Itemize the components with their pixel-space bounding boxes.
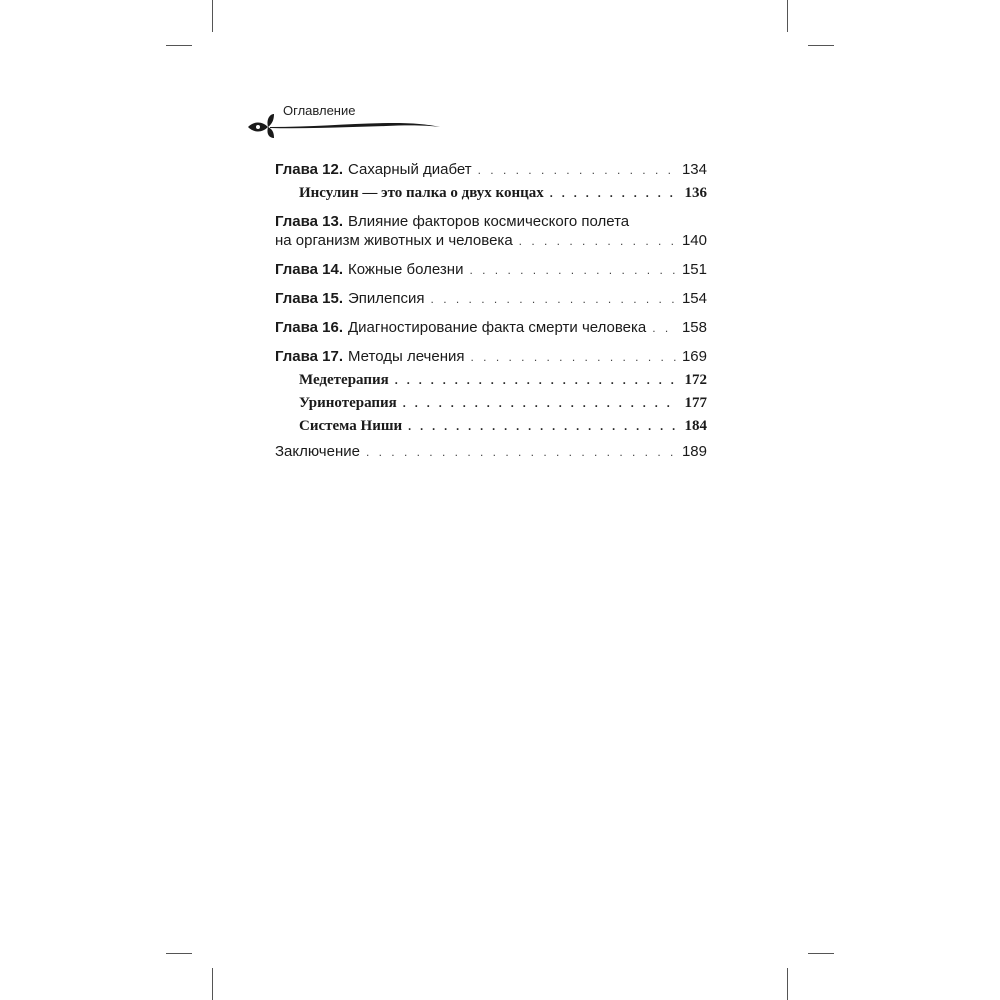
chapter-title-line1: Влияние факторов космического полета xyxy=(348,213,630,230)
crop-mark-top-left xyxy=(212,0,213,32)
chapter-number: Глава 13. xyxy=(275,213,344,230)
running-header xyxy=(246,100,446,140)
chapter-title: Сахарный диабет xyxy=(348,161,472,178)
conclusion-title: Заключение xyxy=(275,443,360,460)
dot-leader xyxy=(395,371,679,390)
toc-entry-chapter-14[interactable] xyxy=(275,260,707,280)
page-number: 151 xyxy=(681,261,707,278)
toc-entry-chapter-16[interactable] xyxy=(275,318,707,338)
page-number: 169 xyxy=(681,348,707,365)
crop-mark-right-bottom xyxy=(808,953,834,954)
toc-entry-insulin[interactable] xyxy=(275,184,707,203)
crop-mark-left-bottom xyxy=(166,953,192,954)
chapter-number: Глава 14. xyxy=(275,261,344,278)
page-number: 177 xyxy=(684,395,707,411)
crop-mark-bottom-right xyxy=(787,968,788,1000)
page-number: 136 xyxy=(684,185,707,201)
page-number: 154 xyxy=(681,290,707,307)
dot-leader xyxy=(519,232,676,251)
chapter-number: Глава 15. xyxy=(275,290,344,307)
dot-leader xyxy=(403,394,679,413)
page-number: 172 xyxy=(684,372,707,388)
chapter-title: Диагностирование факта смерти человека xyxy=(348,319,647,336)
toc-entry-chapter-13[interactable] xyxy=(275,212,707,251)
toc-entry-conclusion[interactable] xyxy=(275,442,707,462)
dot-leader xyxy=(470,348,675,367)
toc-entry-chapter-12[interactable] xyxy=(275,160,707,180)
toc-entry-chapter-17[interactable] xyxy=(275,347,707,367)
chapter-title-line2: на организм животных и человека xyxy=(275,232,513,249)
page-number: 189 xyxy=(681,443,707,460)
chapter-title: Кожные болезни xyxy=(348,261,464,278)
crop-mark-right-top xyxy=(808,45,834,46)
toc-entry-chapter-15[interactable] xyxy=(275,289,707,309)
toc-entry-urinotherapy[interactable] xyxy=(275,394,707,413)
chapter-title: Методы лечения xyxy=(348,348,465,365)
section-title: Медетерапия xyxy=(299,372,389,388)
dot-leader xyxy=(550,184,679,203)
toc-entry-medetherapy[interactable] xyxy=(275,371,707,390)
chapter-number: Глава 16. xyxy=(275,319,344,336)
chapter-number: Глава 17. xyxy=(275,348,344,365)
leaf-flourish-icon xyxy=(246,114,441,138)
dot-leader xyxy=(366,443,676,462)
dot-leader xyxy=(408,417,678,436)
page-number: 184 xyxy=(684,418,707,434)
dot-leader xyxy=(469,261,676,280)
chapter-title: Эпилепсия xyxy=(348,290,425,307)
page-number: 134 xyxy=(681,161,707,178)
table-of-contents xyxy=(275,160,707,471)
dot-leader xyxy=(652,319,676,338)
dot-leader xyxy=(478,161,676,180)
toc-entry-nishi-system[interactable] xyxy=(275,417,707,436)
page-number: 140 xyxy=(681,232,707,249)
crop-mark-left-top xyxy=(166,45,192,46)
crop-mark-top-right xyxy=(787,0,788,32)
dot-leader xyxy=(431,290,676,309)
crop-mark-bottom-left xyxy=(212,968,213,1000)
page-number: 158 xyxy=(681,319,707,336)
header-title: Оглавление xyxy=(283,103,356,118)
toc-subsections-chapter-17 xyxy=(275,371,707,436)
chapter-number: Глава 12. xyxy=(275,161,344,178)
section-title: Система Ниши xyxy=(299,418,403,434)
section-title: Уринотерапия xyxy=(299,395,397,411)
section-title: Инсулин — это палка о двух концах xyxy=(299,185,544,201)
